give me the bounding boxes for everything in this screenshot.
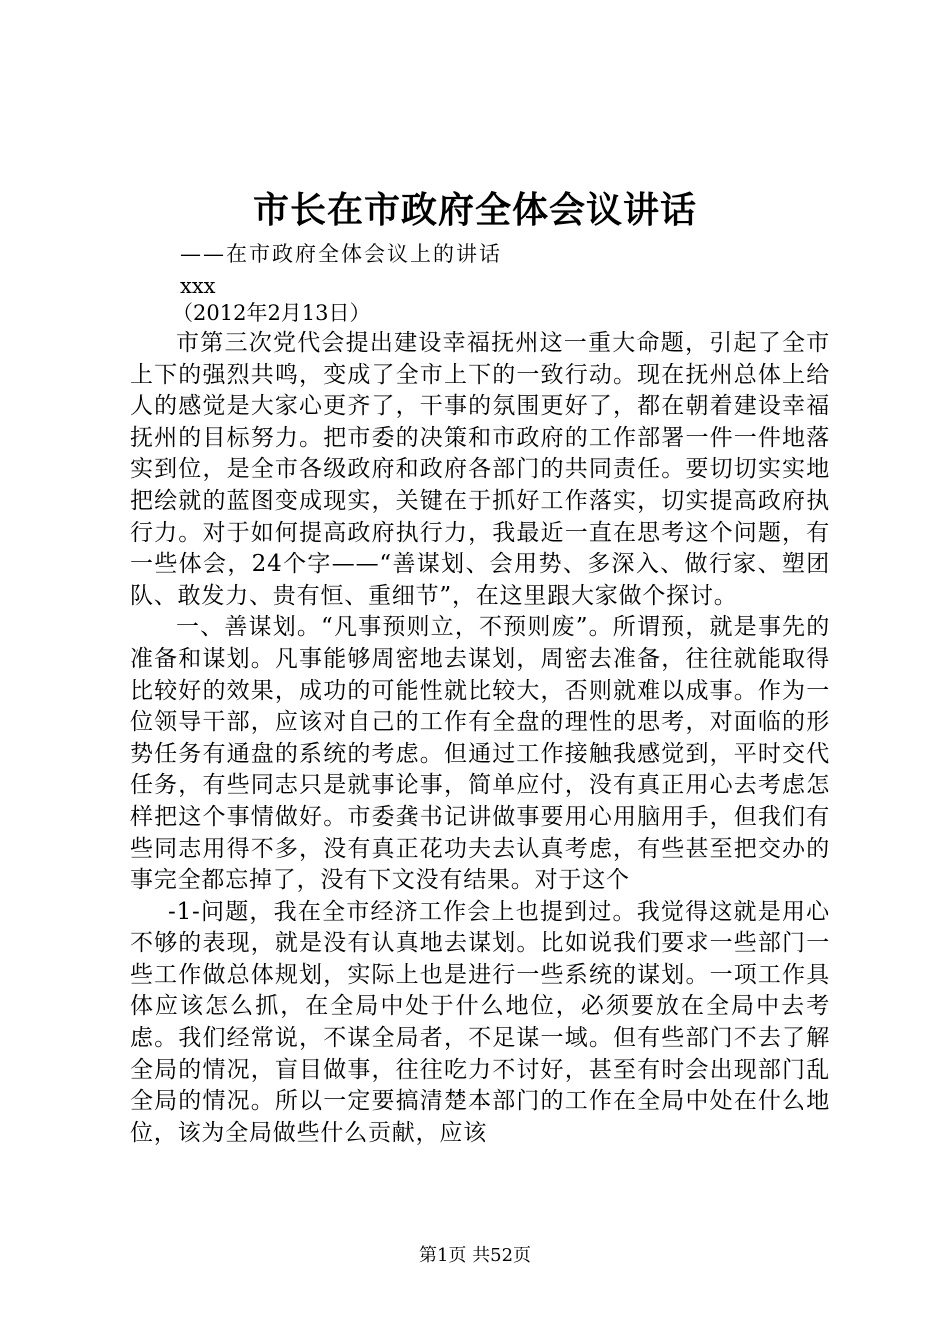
document-author: xxx <box>180 274 216 298</box>
document-subtitle: ——在市政府全体会议上的讲话 <box>180 242 502 266</box>
page-footer: 第1页 共52页 <box>418 1245 532 1266</box>
document-title: 市长在市政府全体会议讲话 <box>252 189 697 231</box>
body-paragraph: 市第三次党代会提出建设幸福抚州这一重大命题，引起了全市上下的强烈共鸣，变成了全市上下的一致行动。现在抚州总体上给人的感觉是大家心更齐了，干事的氛围更好了，都在朝着建设幸福抚州的目标努力。把市委的决策和市政府的工作部署一件一件地落实到位，是全市各级政府和政府各部门的共同责任。要切切实实地把绘就的蓝图变成现实，关键在于抓好工作落实，切实提高政府执行力。对于如何提高政府执行力，我最近一直在思考这个问题，有一些体会，24个字——“善谋划、会用势、多深入、做行家、塑团队、敢发力、贵有恒、重细节”，在这里跟大家做个探讨。 <box>130 330 830 609</box>
body-paragraph: -1-问题，我在全市经济工作会上也提到过。我觉得这就是用心不够的表现，就是没有认真地去谋划。比如说我们要求一些部门一些工作做总体规划，实际上也是进行一些系统的谋划。一项工作具体应该怎么抓，在全局中处于什么地位，必须要放在全局中去考虑。我们经常说，不谋全局者，不足谋一域。但有些部门不去了解全局的情况，盲目做事，往往吃力不讨好，甚至有时会出现部门乱全局的情况。所以一定要搞清楚本部门的工作在全局中处在什么地位，该为全局做些什么贡献，应该 <box>130 898 830 1146</box>
document-date: （2012年2月13日） <box>172 301 371 325</box>
document-body <box>130 328 830 1149</box>
body-paragraph: 一、善谋划。“凡事预则立，不预则废”。所谓预，就是事先的准备和谋划。凡事能够周密地去谋划，周密去准备，往往就能取得比较好的效果，成功的可能性就比较大，否则就难以成事。作为一位领导干部，应该对自己的工作有全盘的理性的思考，对面临的形势任务有通盘的系统的考虑。但通过工作接触我感觉到，平时交代任务，有些同志只是就事论事，简单应付，没有真正用心去考虑怎样把这个事情做好。市委龚书记讲做事要用心用脑用手，但我们有些同志用得不多，没有真正花功夫去认真考虑，有些甚至把交办的事完全都忘掉了，没有下文没有结果。对于这个 <box>130 614 830 894</box>
